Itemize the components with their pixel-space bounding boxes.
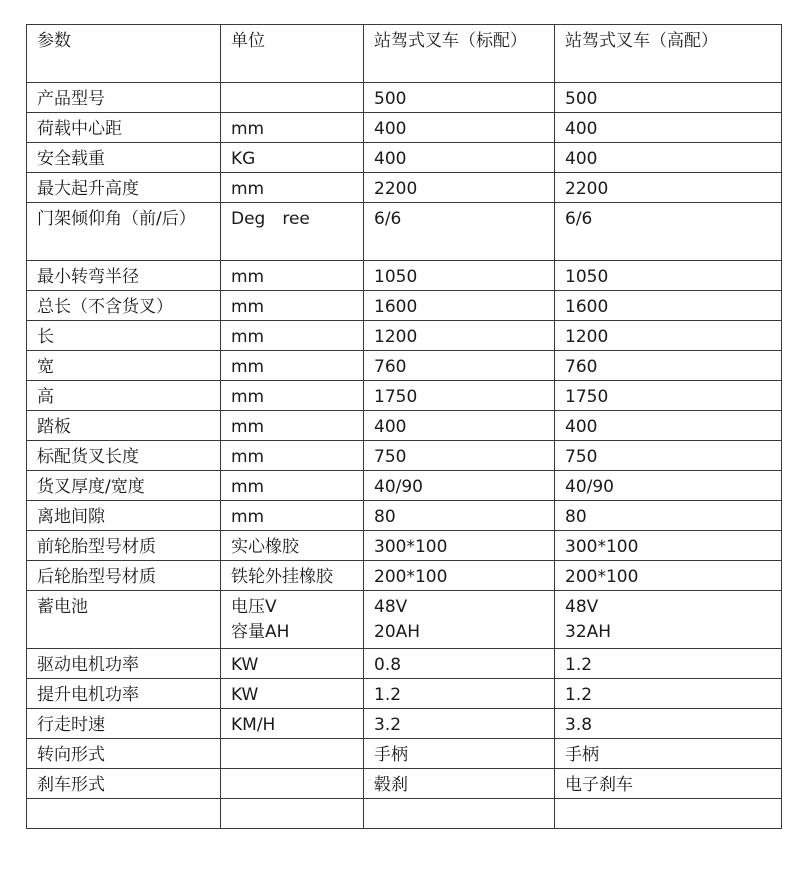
header-cell-unit: 单位 — [221, 25, 364, 83]
cell-standard: 300*100 — [364, 531, 555, 561]
cell-premium: 400 — [555, 113, 782, 143]
cell-premium — [555, 799, 782, 829]
table-row — [27, 531, 782, 561]
cell-premium: 手柄 — [555, 739, 782, 769]
cell-premium: 1750 — [555, 381, 782, 411]
table-row — [27, 143, 782, 173]
cell-standard: 80 — [364, 501, 555, 531]
table-row — [27, 291, 782, 321]
cell-standard: 400 — [364, 143, 555, 173]
cell-parameter: 行走时速 — [27, 709, 221, 739]
cell-premium: 2200 — [555, 173, 782, 203]
cell-parameter: 最小转弯半径 — [27, 261, 221, 291]
table-row — [27, 591, 782, 649]
cell-standard: 1750 — [364, 381, 555, 411]
header-cell-parameter: 参数 — [27, 25, 221, 83]
cell-parameter: 产品型号 — [27, 83, 221, 113]
cell-unit — [221, 739, 364, 769]
cell-premium: 400 — [555, 143, 782, 173]
cell-parameter: 标配货叉长度 — [27, 441, 221, 471]
cell-standard: 48V 20AH — [364, 591, 555, 649]
cell-parameter: 后轮胎型号材质 — [27, 561, 221, 591]
table-row — [27, 113, 782, 143]
cell-standard: 200*100 — [364, 561, 555, 591]
cell-unit: mm — [221, 381, 364, 411]
cell-premium: 750 — [555, 441, 782, 471]
cell-standard: 3.2 — [364, 709, 555, 739]
table-row — [27, 501, 782, 531]
cell-unit — [221, 799, 364, 829]
cell-unit — [221, 769, 364, 799]
cell-standard: 1.2 — [364, 679, 555, 709]
cell-standard: 6/6 — [364, 203, 555, 261]
cell-parameter: 门架倾仰角（前/后） — [27, 203, 221, 261]
cell-unit: mm — [221, 173, 364, 203]
cell-premium: 6/6 — [555, 203, 782, 261]
cell-parameter: 荷载中心距 — [27, 113, 221, 143]
cell-unit: 电压V 容量AH — [221, 591, 364, 649]
cell-parameter: 提升电机功率 — [27, 679, 221, 709]
table-row — [27, 261, 782, 291]
cell-premium: 3.8 — [555, 709, 782, 739]
cell-parameter: 踏板 — [27, 411, 221, 441]
cell-unit: mm — [221, 441, 364, 471]
cell-parameter: 最大起升高度 — [27, 173, 221, 203]
header-cell-premium: 站驾式叉车（高配） — [555, 25, 782, 83]
cell-premium: 300*100 — [555, 531, 782, 561]
cell-unit: mm — [221, 351, 364, 381]
cell-unit: KG — [221, 143, 364, 173]
cell-parameter — [27, 799, 221, 829]
cell-unit: mm — [221, 291, 364, 321]
cell-standard: 750 — [364, 441, 555, 471]
table-row — [27, 351, 782, 381]
header-row — [27, 25, 782, 83]
table-row — [27, 471, 782, 501]
cell-premium: 80 — [555, 501, 782, 531]
cell-unit: 铁轮外挂橡胶 — [221, 561, 364, 591]
cell-parameter: 安全载重 — [27, 143, 221, 173]
cell-standard: 40/90 — [364, 471, 555, 501]
cell-premium: 电子刹车 — [555, 769, 782, 799]
cell-standard: 0.8 — [364, 649, 555, 679]
cell-parameter: 宽 — [27, 351, 221, 381]
cell-unit: mm — [221, 321, 364, 351]
cell-standard: 毂刹 — [364, 769, 555, 799]
table-row — [27, 769, 782, 799]
table-row — [27, 709, 782, 739]
table-row — [27, 649, 782, 679]
table-row — [27, 441, 782, 471]
cell-premium: 1.2 — [555, 649, 782, 679]
cell-standard: 1200 — [364, 321, 555, 351]
cell-standard: 500 — [364, 83, 555, 113]
cell-standard: 760 — [364, 351, 555, 381]
cell-unit: mm — [221, 261, 364, 291]
cell-parameter: 前轮胎型号材质 — [27, 531, 221, 561]
cell-premium: 500 — [555, 83, 782, 113]
cell-parameter: 长 — [27, 321, 221, 351]
cell-unit: mm — [221, 113, 364, 143]
table-row — [27, 561, 782, 591]
cell-premium: 1050 — [555, 261, 782, 291]
cell-premium: 1200 — [555, 321, 782, 351]
cell-unit: KM/H — [221, 709, 364, 739]
cell-unit: KW — [221, 679, 364, 709]
cell-standard: 1600 — [364, 291, 555, 321]
cell-unit: Deg ree — [221, 203, 364, 261]
cell-parameter: 驱动电机功率 — [27, 649, 221, 679]
table-row — [27, 739, 782, 769]
cell-standard: 2200 — [364, 173, 555, 203]
cell-premium: 1.2 — [555, 679, 782, 709]
spec-sheet — [26, 24, 782, 829]
table-row — [27, 799, 782, 829]
cell-premium: 40/90 — [555, 471, 782, 501]
table-row — [27, 381, 782, 411]
header-cell-standard: 站驾式叉车（标配） — [364, 25, 555, 83]
cell-parameter: 转向形式 — [27, 739, 221, 769]
cell-premium: 760 — [555, 351, 782, 381]
table-row — [27, 411, 782, 441]
cell-parameter: 离地间隙 — [27, 501, 221, 531]
table-row — [27, 83, 782, 113]
cell-premium: 200*100 — [555, 561, 782, 591]
cell-unit: 实心橡胶 — [221, 531, 364, 561]
cell-unit — [221, 83, 364, 113]
cell-parameter: 高 — [27, 381, 221, 411]
cell-unit: mm — [221, 471, 364, 501]
cell-premium: 1600 — [555, 291, 782, 321]
cell-parameter: 蓄电池 — [27, 591, 221, 649]
spec-table — [26, 24, 782, 829]
table-row — [27, 321, 782, 351]
cell-premium: 400 — [555, 411, 782, 441]
cell-standard: 1050 — [364, 261, 555, 291]
cell-parameter: 刹车形式 — [27, 769, 221, 799]
cell-parameter: 总长（不含货叉） — [27, 291, 221, 321]
table-row — [27, 173, 782, 203]
cell-unit: KW — [221, 649, 364, 679]
cell-unit: mm — [221, 411, 364, 441]
cell-premium: 48V 32AH — [555, 591, 782, 649]
table-row — [27, 679, 782, 709]
spec-table-body — [27, 25, 782, 829]
cell-parameter: 货叉厚度/宽度 — [27, 471, 221, 501]
cell-standard: 手柄 — [364, 739, 555, 769]
cell-unit: mm — [221, 501, 364, 531]
cell-standard: 400 — [364, 113, 555, 143]
cell-standard — [364, 799, 555, 829]
table-row — [27, 203, 782, 261]
cell-standard: 400 — [364, 411, 555, 441]
